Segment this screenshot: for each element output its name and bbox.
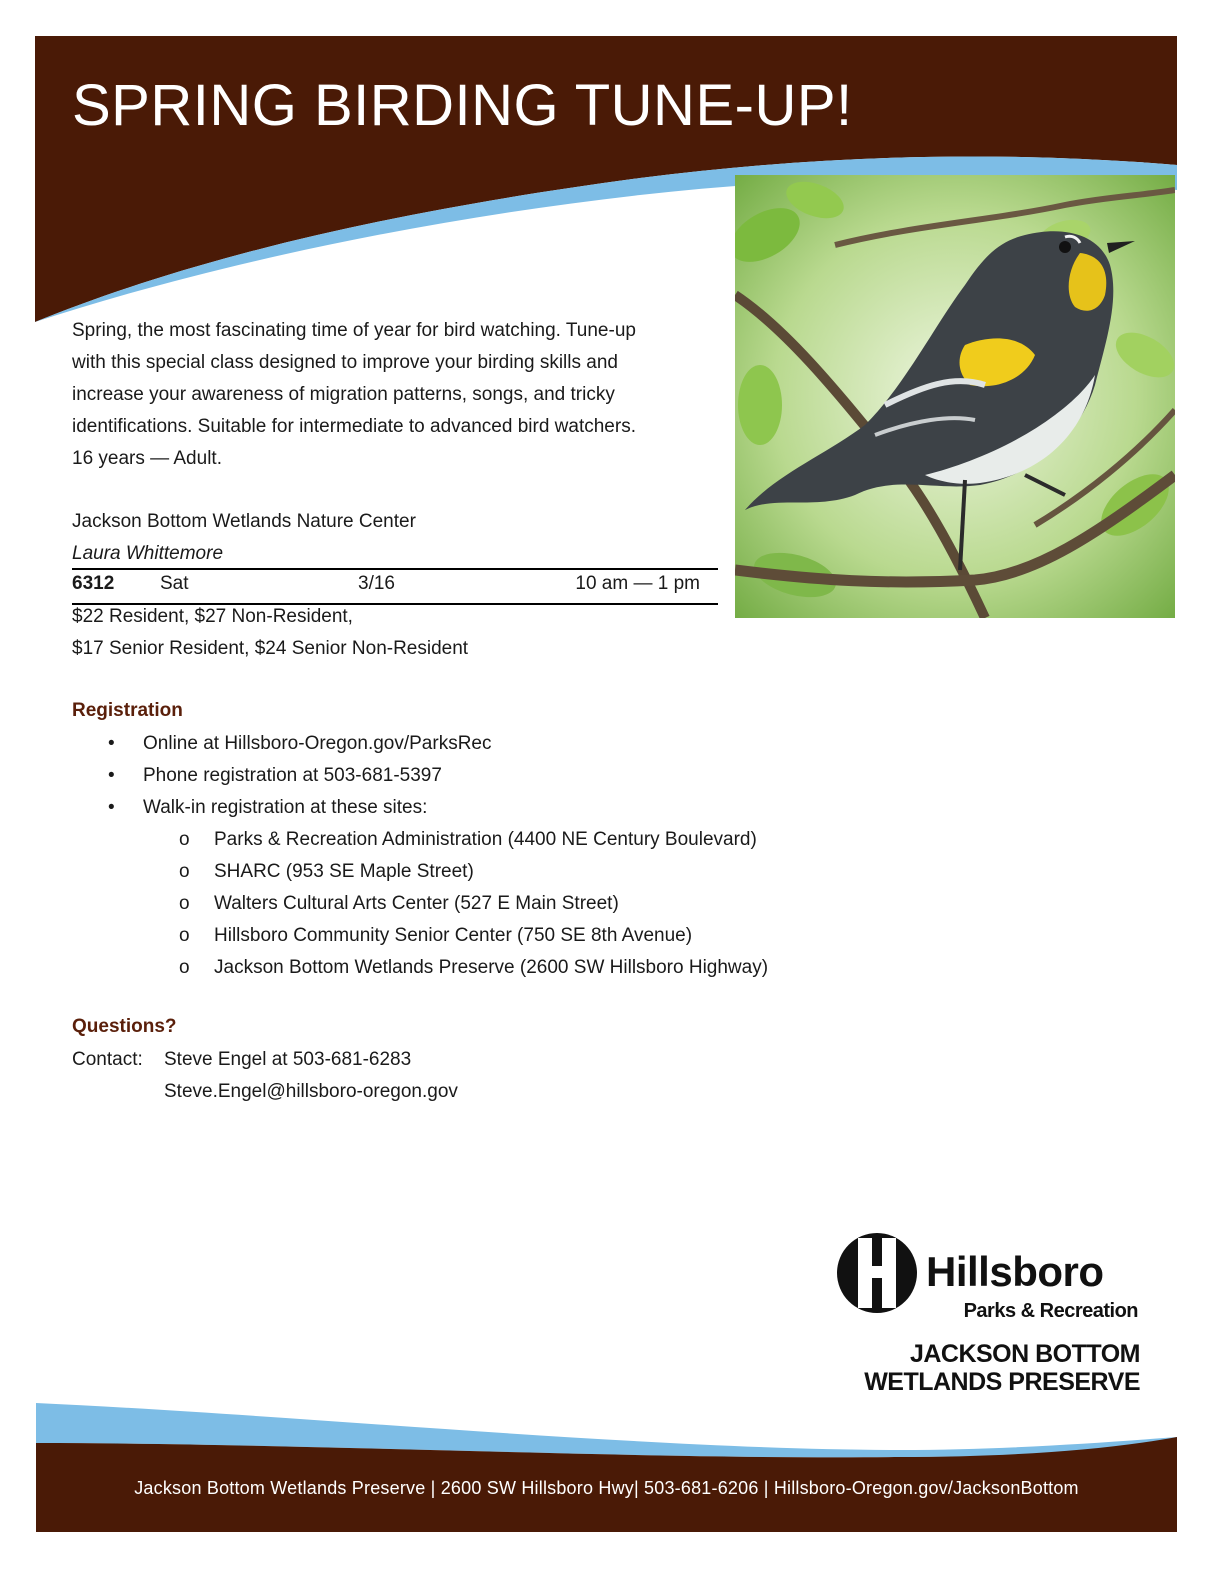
- contact-name-phone: Steve Engel at 503-681-6283: [164, 1049, 412, 1070]
- intro-line: 16 years — Adult.: [72, 448, 222, 469]
- registration-phone: Phone registration at 503-681-5397: [143, 765, 442, 786]
- page-title: SPRING BIRDING TUNE-UP!: [72, 73, 853, 138]
- list-item: [72, 792, 768, 984]
- session-code: 6312: [72, 573, 115, 594]
- list-item: o Jackson Bottom Wetlands Preserve (2600 SW Hillsboro Highway): [143, 952, 768, 984]
- list-item: o Parks & Recreation Administration (4400 NE Century Boulevard): [143, 824, 768, 856]
- logo-name: Hillsboro: [926, 1248, 1104, 1295]
- session-day: Sat: [160, 573, 189, 594]
- list-item: o SHARC (953 SE Maple Street): [143, 856, 768, 888]
- circle-bullet-icon: o: [179, 925, 190, 946]
- fee-line: $22 Resident, $27 Non-Resident,: [72, 606, 353, 627]
- bullet-icon: •: [108, 797, 115, 818]
- h-logo-icon: [836, 1232, 918, 1314]
- contact-label: Contact:: [72, 1049, 143, 1070]
- footer-text: Jackson Bottom Wetlands Preserve | 2600 SW Hillsboro Hwy| 503-681-6206 | Hillsboro-Oregon.gov/JacksonBottom: [134, 1478, 1079, 1498]
- instructor: Laura Whittemore: [72, 543, 224, 564]
- session-date: 3/16: [358, 573, 395, 594]
- fees: [72, 601, 468, 665]
- contact-email-link[interactable]: Steve.Engel@hillsboro-oregon.gov: [164, 1081, 458, 1102]
- circle-bullet-icon: o: [179, 957, 190, 978]
- logo-preserve: JACKSON BOTTOM WETLANDS PRESERVE: [864, 1340, 1140, 1396]
- intro-line: increase your awareness of migration patterns, songs, and tricky: [72, 384, 615, 405]
- hillsboro-logo: [836, 1232, 1146, 1402]
- venue: Jackson Bottom Wetlands Nature Center: [72, 511, 416, 532]
- intro-paragraph: [72, 315, 712, 475]
- bird-photo: [735, 175, 1175, 618]
- bullet-icon: •: [108, 733, 115, 754]
- questions-heading: Questions?: [72, 1016, 177, 1037]
- bullet-icon: •: [108, 765, 115, 786]
- contact-block: [72, 1044, 458, 1108]
- registration-walkin: Walk-in registration at these sites:: [143, 797, 428, 818]
- circle-bullet-icon: o: [179, 861, 190, 882]
- intro-line: with this special class designed to improve your birding skills and: [72, 352, 618, 373]
- circle-bullet-icon: o: [179, 829, 190, 850]
- registration-list: [72, 728, 768, 984]
- registration-heading: Registration: [72, 700, 183, 721]
- intro-line: identifications. Suitable for intermediate to advanced bird watchers.: [72, 416, 636, 437]
- session-row: [72, 568, 718, 605]
- logo-subtitle: Parks & Recreation: [963, 1300, 1138, 1322]
- list-item: [72, 728, 768, 760]
- circle-bullet-icon: o: [179, 893, 190, 914]
- sites-list: [143, 824, 768, 984]
- registration-online-link[interactable]: Online at Hillsboro-Oregon.gov/ParksRec: [143, 733, 492, 754]
- session-time: 10 am — 1 pm: [575, 573, 700, 594]
- list-item: o Hillsboro Community Senior Center (750 SE 8th Avenue): [143, 920, 768, 952]
- fee-line: $17 Senior Resident, $24 Senior Non-Resident: [72, 638, 469, 659]
- list-item: o Walters Cultural Arts Center (527 E Main Street): [143, 888, 768, 920]
- intro-line: Spring, the most fascinating time of year for bird watching. Tune-up: [72, 320, 636, 341]
- list-item: [72, 760, 768, 792]
